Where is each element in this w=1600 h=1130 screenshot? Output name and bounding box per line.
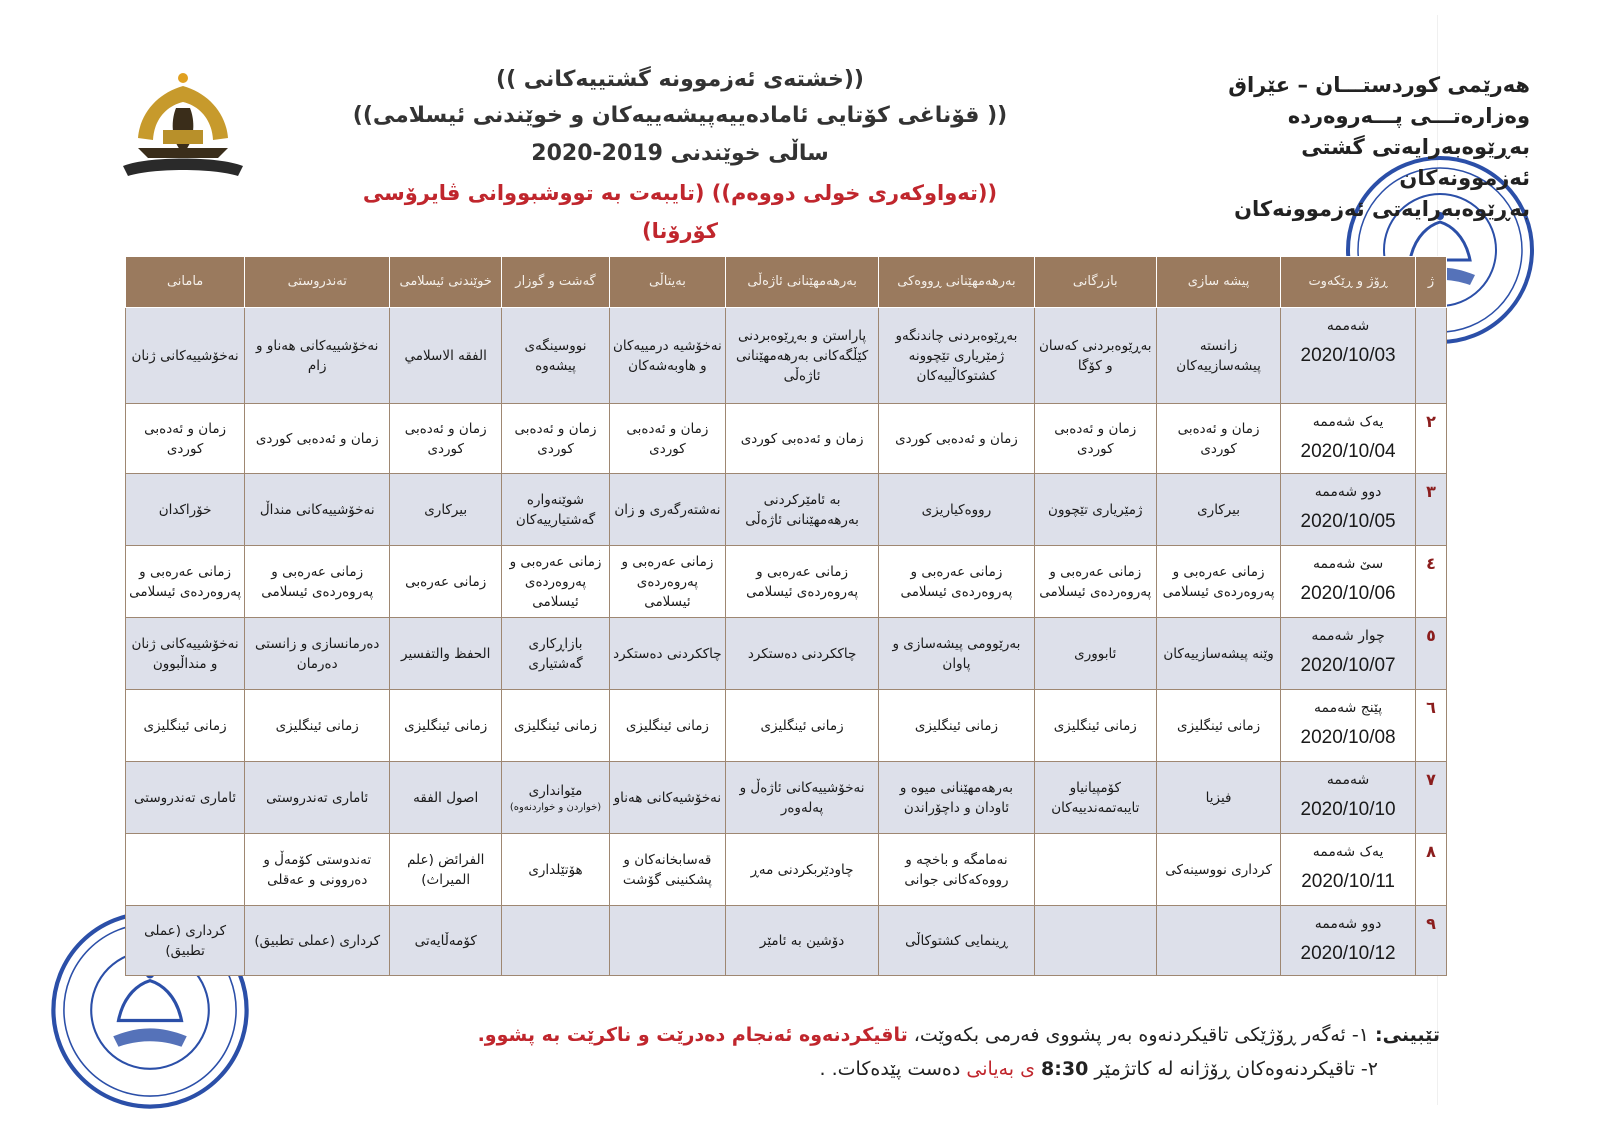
- subject-name: قەسابخانەکان و پشکنینی گۆشت: [622, 851, 712, 888]
- day-date-cell: [1281, 474, 1416, 546]
- day-name: یەک شەممە: [1312, 414, 1384, 430]
- subject-cell: [502, 906, 610, 976]
- subject-name: ئاماری تەندروستی: [266, 789, 369, 806]
- row-number: ٣: [1415, 474, 1446, 546]
- subject-cell: [245, 308, 390, 404]
- day-date-cell: [1281, 762, 1416, 834]
- subject-cell: [609, 474, 725, 546]
- note-2-time: 8:30: [1041, 1058, 1089, 1080]
- subject-name: زمانی عەرەبی: [405, 573, 487, 590]
- subject-cell: [725, 546, 878, 618]
- subject-cell: [1034, 906, 1156, 976]
- subject-name: نەخۆشییەکانی ژنان: [131, 347, 239, 364]
- subject-name: نەشتەرگەری و زان: [614, 501, 721, 518]
- row-number: [1415, 308, 1446, 404]
- subject-cell: [126, 834, 245, 906]
- col-header: پیشە سازی: [1156, 257, 1280, 308]
- subject-name: زمانی عەرەبی و پەروەردەی ئیسلامی: [261, 563, 374, 600]
- subject-name: دۆشین بە ئامێر: [759, 932, 845, 949]
- subject-cell: [126, 308, 245, 404]
- subject-name: نەخۆشییەکانی ئاژەڵ و پەلەوەر: [739, 779, 865, 816]
- row-number: ٤: [1415, 546, 1446, 618]
- subject-cell: [502, 762, 610, 834]
- note-line-1: [340, 1018, 1440, 1052]
- col-header: مامانی: [126, 257, 245, 308]
- subject-name: شوێنەوارە گەشتیارییەکان: [515, 491, 596, 528]
- subject-cell: [390, 834, 502, 906]
- subject-cell: [1156, 834, 1280, 906]
- subject-name: بەرێوومی پیشەسازی و پاوان: [892, 635, 1021, 672]
- subject-cell: [1156, 906, 1280, 976]
- subject-cell: [245, 618, 390, 690]
- subject-cell: [390, 906, 502, 976]
- table-row: [126, 906, 1447, 976]
- day-name: سێ شەممە: [1312, 556, 1384, 572]
- region-line: هەرێمی کوردستـــان – عێراق: [1228, 73, 1530, 97]
- ministry-line: وەزارەتـــی پـــەروەردە: [1287, 104, 1530, 128]
- col-header: تەندروستی: [245, 257, 390, 308]
- subject-name: کرداری نووسینەکی: [1165, 861, 1272, 878]
- subject-cell: [725, 474, 878, 546]
- subject-cell: [1034, 834, 1156, 906]
- subject-name: پاراستن و بەڕێوەبردنی کێڵگەکانی بەرهەمهێنانی ئاژەڵی: [736, 327, 869, 384]
- subject-name: کرداری (عملی تطبيق): [254, 932, 381, 949]
- subject-cell: [502, 546, 610, 618]
- exam-date: 2020/10/07: [1300, 655, 1396, 676]
- subject-name: کۆمەڵایەتی: [414, 932, 477, 949]
- subject-cell: [725, 404, 878, 474]
- row-number: ٦: [1415, 690, 1446, 762]
- exam-date: 2020/10/05: [1300, 511, 1396, 532]
- exam-date: 2020/10/12: [1300, 943, 1396, 964]
- subject-name: نەخۆشییەکانی هەناو و زام: [256, 337, 379, 374]
- subject-cell: [1034, 690, 1156, 762]
- subject-cell: [390, 474, 502, 546]
- subject-cell: [725, 308, 878, 404]
- subject-name: اصول الفقه: [413, 789, 479, 806]
- title-line-2: (( قۆناغی کۆتایی ئامادەییەپیشەییەکان و خوێندنی ئیسلامی)): [352, 103, 1008, 128]
- note-2-text: ٢- تاقیکردنەوەکان ڕۆژانە لە کاتژمێر: [1094, 1058, 1378, 1080]
- col-header: ڕۆژ و ڕێکەوت: [1281, 257, 1416, 308]
- subject-cell: [126, 906, 245, 976]
- exam-schedule-table: [125, 256, 1447, 976]
- note-1-text: ١- ئەگەر ڕۆژێکی تاقیکردنەوە بەر پشووی فەرمی بکەوێت،: [913, 1024, 1369, 1046]
- subject-cell: [725, 906, 878, 976]
- subject-name: چاککردنی دەستکرد: [613, 645, 722, 662]
- col-header: بازرگانی: [1034, 257, 1156, 308]
- row-number: ٨: [1415, 834, 1446, 906]
- exam-date: 2020/10/03: [1300, 345, 1396, 366]
- subject-cell: [1156, 762, 1280, 834]
- subject-name: زمان و ئەدەبی کوردی: [1054, 420, 1137, 457]
- subject-name: بیرکاری: [424, 501, 468, 518]
- table-row: [126, 690, 1447, 762]
- subject-name: زمانی ئینگلیزی: [1053, 717, 1137, 734]
- subject-name: زمانی ئینگلیزی: [513, 717, 598, 734]
- subject-cell: [502, 474, 610, 546]
- subject-name: بە ئامێرکردنی بەرهەمهێنانی ئاژەڵی: [745, 491, 859, 528]
- subject-name: زانستە پیشەسازییەکان: [1176, 337, 1261, 374]
- day-name: پێنج شەممە: [1313, 700, 1383, 716]
- day-date-cell: [1281, 906, 1416, 976]
- subject-name: بەڕێوەبردنی کەسان و کۆگا: [1039, 337, 1152, 374]
- subject-cell: [609, 690, 725, 762]
- subject-cell: [502, 404, 610, 474]
- day-name: شەممە: [1326, 318, 1370, 334]
- exam-date: 2020/10/08: [1300, 727, 1396, 748]
- subject-name: تەندوستی کۆمەڵ و دەروونی و عەقلی: [263, 851, 372, 888]
- academic-year: ساڵی خوێندنی 2019-2020: [531, 141, 829, 166]
- col-header: بەرهەمهێنانی ڕووەکی: [879, 257, 1034, 308]
- subject-name: زمانی عەرەبی و پەروەردەی ئیسلامی: [509, 553, 602, 610]
- subject-cell: [1156, 546, 1280, 618]
- subject-cell: [609, 906, 725, 976]
- subject-cell: [1034, 762, 1156, 834]
- subject-cell: [879, 308, 1034, 404]
- subject-name: نەخۆشییەکانی ژنان و منداڵبوون: [131, 635, 239, 672]
- subject-cell: [879, 690, 1034, 762]
- subject-name: زمان و ئەدەبی کوردی: [144, 420, 227, 457]
- table-row: [126, 834, 1447, 906]
- subject-name: زمانی ئینگلیزی: [1177, 717, 1261, 734]
- note-label: تێبینی:: [1375, 1024, 1440, 1046]
- subject-name: زمان و ئەدەبی کوردی: [1177, 420, 1260, 457]
- subject-cell: [126, 618, 245, 690]
- subject-name: دەرمانسازی و زانستی دەرمان: [255, 635, 380, 672]
- col-header: خوێندنی ئیسلامی: [390, 257, 502, 308]
- subject-name: زمان و ئەدەبی کوردی: [626, 420, 709, 457]
- subject-cell: [126, 762, 245, 834]
- subject-name: الحفظ والتفسير: [401, 645, 491, 662]
- note-2-end: دەست پێدەکات. .: [819, 1058, 961, 1080]
- subject-cell: [390, 404, 502, 474]
- round-subtitle: ((تەواوکەری خولی دووەم)) (تایبەت بە تووشبووانی ڤایرۆسی کۆرۆنا): [362, 181, 998, 243]
- subject-cell: [126, 404, 245, 474]
- note-line-2: [340, 1052, 1440, 1086]
- subject-name: الفقه الاسلامي: [404, 347, 487, 364]
- subject-cell: [126, 690, 245, 762]
- subject-name: زمان و ئەدەبی کوردی: [514, 420, 597, 457]
- exam-date: 2020/10/06: [1300, 583, 1396, 604]
- subject-cell: [879, 906, 1034, 976]
- subject-name: وێنە پیشەسازییەکان: [1163, 645, 1274, 662]
- subject-cell: [245, 690, 390, 762]
- day-date-cell: [1281, 618, 1416, 690]
- subject-cell: [1034, 308, 1156, 404]
- subject-name: رووەکیاریزی: [921, 501, 992, 518]
- directorate-line: بەڕێوەبەرایەتی ئەزموونەکان: [1234, 197, 1530, 221]
- subject-name: زمان و ئەدەبی کوردی: [740, 430, 864, 447]
- subject-name: زمانی ئینگلیزی: [275, 717, 359, 734]
- table-row: [126, 404, 1447, 474]
- subject-cell: [390, 546, 502, 618]
- subject-cell: [609, 618, 725, 690]
- note-2-morning: ی بەیانی: [966, 1058, 1035, 1080]
- subject-name: زمانی عەرەبی و پەروەردەی ئیسلامی: [621, 553, 714, 610]
- subject-name: زمان و ئەدەبی کوردی: [895, 430, 1018, 447]
- subject-cell: [502, 834, 610, 906]
- note-1-emphasis: تاقیکردنەوە ئەنجام دەدرێت و ناکرێت بە پشوو.: [477, 1024, 908, 1046]
- subject-name: نەمامگە و باخچە و رووەکەکانی جوانی: [904, 851, 1009, 888]
- subject-name: فیزیا: [1205, 789, 1232, 806]
- subject-cell: [390, 690, 502, 762]
- day-name: شەممە: [1326, 772, 1370, 788]
- subject-name: کرداری (عملی تطبيق): [144, 922, 227, 959]
- subject-name: ڕینمایی کشتوکاڵی: [905, 932, 1008, 949]
- subject-cell: [1156, 308, 1280, 404]
- day-date-cell: [1281, 834, 1416, 906]
- subject-name: بازاڕکاری گەشتیاری: [528, 635, 583, 672]
- notes-section: [340, 1018, 1440, 1086]
- subject-name: زمانی عەرەبی و پەروەردەی ئیسلامی: [1162, 563, 1275, 600]
- subject-name: زمانی ئینگلیزی: [143, 717, 227, 734]
- subject-cell: [879, 834, 1034, 906]
- subject-cell: [245, 834, 390, 906]
- subject-name: الفرائض (علم الميراث): [407, 851, 485, 888]
- day-date-cell: [1281, 690, 1416, 762]
- subject-cell: [609, 404, 725, 474]
- subject-cell: [725, 834, 878, 906]
- subject-name: نەخۆشیە درمییەکان و هاوبەشەکان: [612, 337, 722, 374]
- subject-cell: [245, 474, 390, 546]
- subject-name: خۆراکدان: [158, 501, 212, 518]
- col-header: گەشت و گوزار: [502, 257, 610, 308]
- subject-cell: [1034, 474, 1156, 546]
- day-name: یەک شەممە: [1312, 844, 1384, 860]
- subject-name: مێوانداری: [528, 783, 583, 799]
- subject-cell: [390, 308, 502, 404]
- subject-cell: [725, 690, 878, 762]
- day-name: چوار شەممە: [1311, 628, 1385, 644]
- subject-cell: [609, 762, 725, 834]
- subject-name: زمانی ئینگلیزی: [625, 717, 709, 734]
- subject-name: چاودێربکردنی مەڕ: [750, 861, 854, 878]
- subject-name: زمانی ئینگلیزی: [404, 717, 488, 734]
- subject-name: زمانی عەرەبی و پەروەردەی ئیسلامی: [129, 563, 242, 600]
- subject-cell: [609, 834, 725, 906]
- row-number: ٥: [1415, 618, 1446, 690]
- kurdistan-emblem-icon: [118, 68, 248, 186]
- day-date-cell: [1281, 308, 1416, 404]
- subject-name: نەخۆشییەکانی منداڵ: [259, 501, 375, 518]
- subject-cell: [390, 618, 502, 690]
- subject-cell: [245, 546, 390, 618]
- subject-cell: [609, 308, 725, 404]
- subject-cell: [245, 906, 390, 976]
- subject-name: نووسینگەی پیشەوە: [524, 337, 587, 374]
- subject-name: زمان و ئەدەبی کوردی: [255, 430, 379, 447]
- col-header: ژ: [1415, 257, 1446, 308]
- subject-cell: [879, 762, 1034, 834]
- table-row: [126, 308, 1447, 404]
- table-row: [126, 618, 1447, 690]
- table-row: [126, 474, 1447, 546]
- row-number: ٩: [1415, 906, 1446, 976]
- document-title-block: [330, 62, 1030, 250]
- row-number: ٧: [1415, 762, 1446, 834]
- subject-cell: [879, 546, 1034, 618]
- subject-cell: [245, 404, 390, 474]
- subject-name: هۆتێلداری: [528, 861, 583, 878]
- subject-cell: [390, 762, 502, 834]
- subject-cell: [126, 546, 245, 618]
- subject-cell: [609, 546, 725, 618]
- subject-cell: [879, 474, 1034, 546]
- subject-name: زمانی ئینگلیزی: [760, 717, 844, 734]
- subject-name: ژمێریاری تێچوون: [1048, 501, 1143, 518]
- day-date-cell: [1281, 546, 1416, 618]
- subject-name: نەخۆشیەکانی هەناو: [613, 789, 722, 806]
- subject-name: زمانی عەرەبی و پەروەردەی ئیسلامی: [1039, 563, 1152, 600]
- subject-cell: [1156, 618, 1280, 690]
- subject-name: زمانی عەرەبی و پەروەردەی ئیسلامی: [900, 563, 1013, 600]
- exam-date: 2020/10/11: [1301, 871, 1395, 892]
- subject-cell: [1156, 690, 1280, 762]
- table-row: [126, 546, 1447, 618]
- subject-subnote: (خواردن و خواردنەوە): [509, 802, 602, 813]
- subject-cell: [725, 762, 878, 834]
- subject-name: کۆمپیانیاو تایبەتمەندییەکان: [1051, 779, 1140, 816]
- subject-name: زمان و ئەدەبی کوردی: [404, 420, 487, 457]
- subject-cell: [1034, 618, 1156, 690]
- subject-cell: [126, 474, 245, 546]
- col-header: بەیتاڵی: [609, 257, 725, 308]
- day-name: دوو شەممە: [1314, 484, 1382, 500]
- subject-name: ئابووری: [1074, 645, 1117, 662]
- row-number: ٢: [1415, 404, 1446, 474]
- subject-cell: [502, 690, 610, 762]
- subject-cell: [879, 618, 1034, 690]
- col-header: بەرهەمهێنانی ئاژەڵی: [725, 257, 878, 308]
- exam-date: 2020/10/04: [1300, 441, 1396, 462]
- subject-name: بەڕێوەبردنی چاندنگەو ژمێریاری تێچوونە کشتوکاڵییەکان: [895, 327, 1018, 384]
- day-name: دوو شەممە: [1314, 916, 1382, 932]
- subject-cell: [725, 618, 878, 690]
- subject-cell: [502, 618, 610, 690]
- subject-name: چاککردنی دەستکرد: [747, 645, 857, 662]
- ministry-header: [1190, 70, 1530, 225]
- subject-cell: [1034, 404, 1156, 474]
- subject-name: ئاماری تەندروستی: [134, 789, 237, 806]
- subject-cell: [879, 404, 1034, 474]
- subject-cell: [1156, 404, 1280, 474]
- subject-cell: [502, 308, 610, 404]
- exam-date: 2020/10/10: [1300, 799, 1396, 820]
- day-date-cell: [1281, 404, 1416, 474]
- title-line-1: ((خشتەی ئەزموونە گشتییەکانی )): [496, 67, 864, 92]
- subject-cell: [1156, 474, 1280, 546]
- directorate-general-line: بەڕێوەبەرایەتی گشتی ئەزموونەکان: [1301, 135, 1530, 190]
- subject-cell: [1034, 546, 1156, 618]
- subject-name: زمانی عەرەبی و پەروەردەی ئیسلامی: [746, 563, 859, 600]
- table-row: [126, 762, 1447, 834]
- subject-cell: [245, 762, 390, 834]
- subject-name: بیرکاری: [1197, 501, 1241, 518]
- table-header-row: [126, 257, 1447, 308]
- subject-name: بەرهەمهێنانی میوە و ئاودان و داچۆراندن: [899, 779, 1013, 816]
- subject-name: زمانی ئینگلیزی: [914, 717, 998, 734]
